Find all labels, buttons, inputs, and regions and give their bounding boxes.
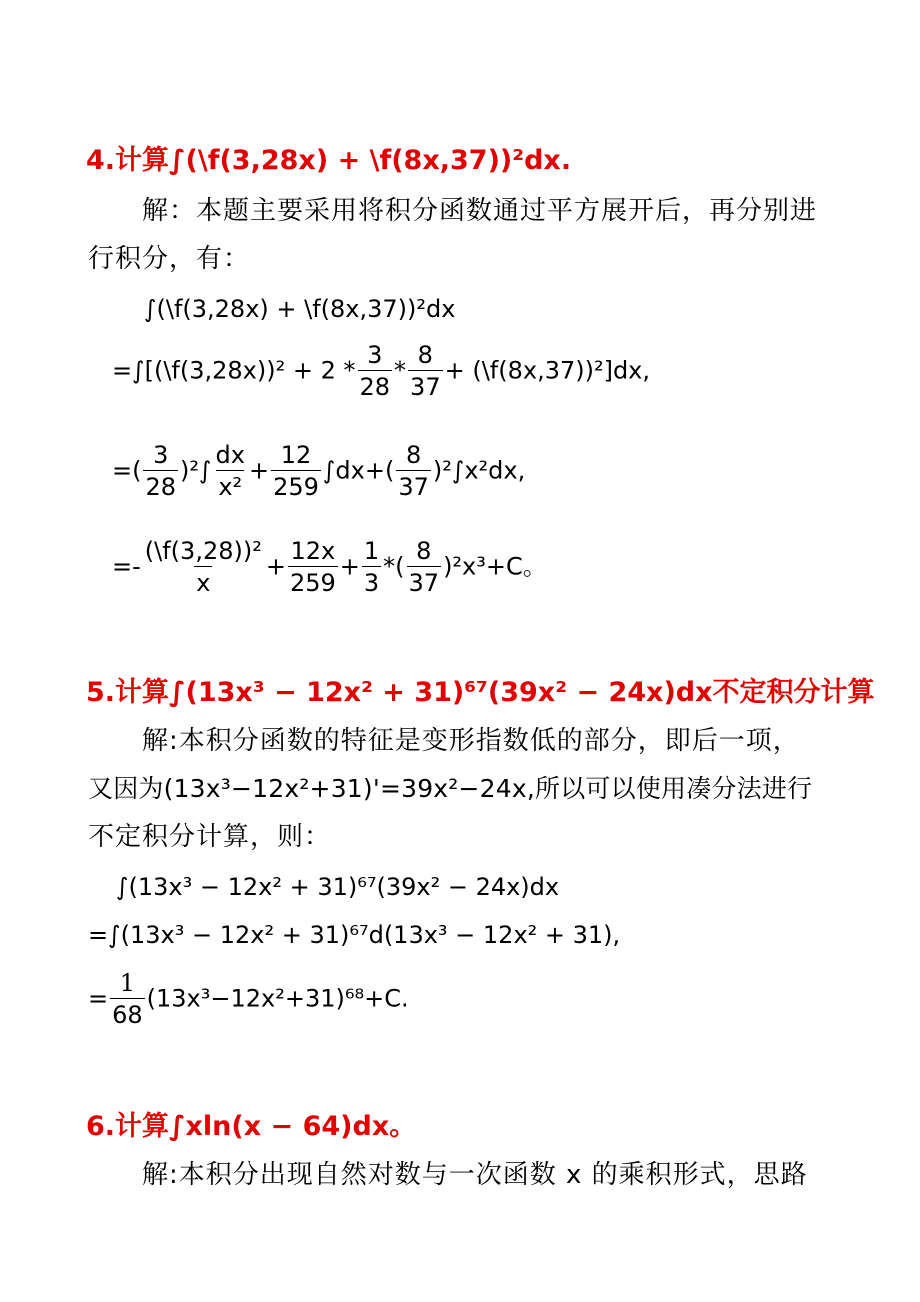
numerator: 3 bbox=[367, 341, 383, 369]
fraction bbox=[358, 340, 393, 403]
eq-text: =- bbox=[112, 552, 141, 581]
eq-text: )²∫x²dx, bbox=[432, 456, 526, 485]
numerator: 12 bbox=[280, 441, 312, 469]
eq-text: *( bbox=[383, 552, 405, 581]
problem-5-equation-1: ∫(13x³ − 12x² + 31)⁶⁷(39x² − 24x)dx bbox=[116, 873, 560, 901]
eq-text: + (\f(8x,37))²]dx, bbox=[444, 356, 651, 385]
problem-4-equation-3 bbox=[112, 440, 525, 503]
numerator: 8 bbox=[417, 341, 433, 369]
problem-5-solution-line-1: 解:本积分函数的特征是变形指数低的部分，即后一项， bbox=[142, 726, 800, 756]
fraction bbox=[143, 440, 178, 503]
problem-5-solution-line-3: 不定积分计算，则： bbox=[88, 822, 332, 852]
problem-5-solution-line-2: 又因为(13x³−12x²+31)'=39x²−24x,所以可以使用凑分法进行 bbox=[88, 774, 813, 803]
fraction bbox=[271, 440, 321, 503]
numerator: 8 bbox=[416, 537, 432, 565]
numerator: 8 bbox=[405, 441, 422, 469]
denominator: 28 bbox=[143, 470, 178, 503]
eq-text: + bbox=[248, 456, 270, 485]
denominator: 259 bbox=[271, 470, 321, 503]
problem-4-equation-4 bbox=[112, 536, 547, 599]
problem-5-heading: 5.计算∫(13x³ − 12x² + 31)⁶⁷(39x² − 24x)dx不定积分计算 bbox=[86, 677, 875, 708]
numerator: 1 bbox=[363, 537, 380, 565]
numerator: (\f(3,28))² bbox=[144, 537, 262, 565]
numerator: dx bbox=[215, 441, 245, 469]
denominator: x² bbox=[216, 470, 244, 503]
denominator: 37 bbox=[396, 470, 431, 503]
fraction bbox=[396, 440, 431, 503]
problem-4-equation-2 bbox=[112, 340, 650, 403]
fraction bbox=[362, 536, 381, 599]
eq-text: = bbox=[88, 984, 109, 1013]
numerator: 1 bbox=[119, 969, 136, 997]
eq-text: (13x³−12x²+31)⁶⁸+C. bbox=[146, 984, 409, 1013]
denominator: 37 bbox=[408, 370, 443, 403]
fraction bbox=[407, 536, 442, 599]
fraction bbox=[143, 536, 264, 599]
problem-4-equation-1: ∫(\f(3,28x) + \f(8x,37))²dx bbox=[144, 295, 456, 323]
fraction bbox=[110, 968, 145, 1031]
problem-6-heading: 6.计算∫xln(x − 64)dx。 bbox=[86, 1111, 417, 1142]
eq-text: )²x³+C。 bbox=[443, 552, 547, 581]
denominator: x bbox=[194, 566, 212, 599]
problem-4-heading: 4.计算∫(\f(3,28x) + \f(8x,37))²dx. bbox=[86, 145, 572, 176]
problem-6-solution-line-1: 解:本积分出现自然对数与一次函数 x 的乘积形式，思路 bbox=[142, 1160, 808, 1190]
denominator: 259 bbox=[288, 566, 338, 599]
fraction bbox=[214, 440, 247, 503]
eq-text: + bbox=[339, 552, 360, 581]
eq-text: ∫dx+( bbox=[322, 456, 395, 485]
eq-text: =( bbox=[112, 456, 142, 485]
denominator: 28 bbox=[358, 370, 393, 403]
fraction bbox=[408, 340, 443, 403]
eq-text: * bbox=[394, 356, 407, 385]
problem-4-solution-line-1: 解：本题主要采用将积分函数通过平方展开后，再分别进 bbox=[142, 196, 818, 226]
denominator: 3 bbox=[362, 566, 381, 599]
numerator: 12x bbox=[290, 537, 336, 565]
eq-text: + bbox=[265, 552, 286, 581]
problem-5-equation-2: =∫(13x³ − 12x² + 31)⁶⁷d(13x³ − 12x² + 31), bbox=[88, 921, 621, 949]
eq-text: )²∫ bbox=[180, 456, 212, 485]
eq-text: =∫[(\f(3,28x))² + 2 * bbox=[112, 356, 356, 385]
fraction bbox=[288, 536, 338, 599]
problem-5-equation-3 bbox=[88, 968, 409, 1031]
denominator: 37 bbox=[407, 566, 442, 599]
denominator: 68 bbox=[110, 998, 145, 1031]
numerator: 3 bbox=[153, 441, 169, 469]
problem-4-solution-line-2: 行积分，有： bbox=[88, 244, 251, 274]
